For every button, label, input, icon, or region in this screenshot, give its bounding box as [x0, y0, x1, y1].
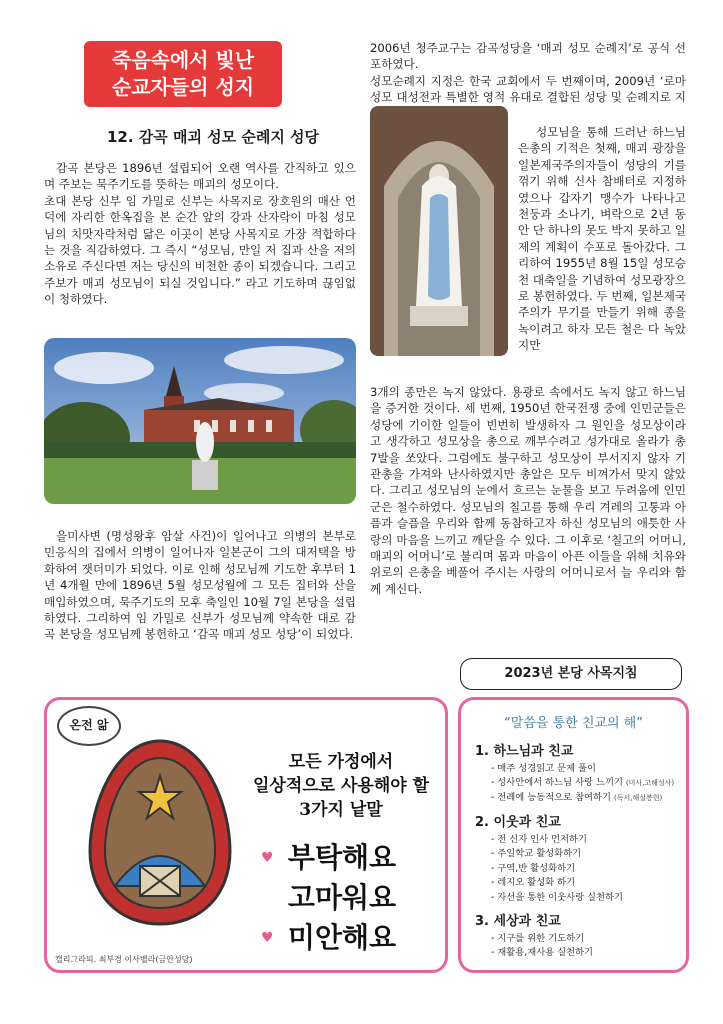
calligraphy-words: [257, 838, 427, 958]
calligraphy-word-1: 부탁해요: [287, 841, 397, 874]
holy-family-egg-illustration: [85, 736, 235, 926]
paragraph-second-site: 성모순례지 지정은 한국 교회에서 두 번째이며, 2009년 ‘로마 성모 대성전과 특별한 영적 유대로 결합된 성당 및 순례지로 지: [370, 73, 686, 105]
left-column-bottom: [44, 528, 356, 643]
mission-section-1: [475, 740, 680, 814]
church-photo: [44, 338, 356, 504]
list-item: - 지구를 위한 기도하기: [491, 933, 585, 944]
calligraphy-word-2: 고마워요: [287, 881, 397, 914]
mission-section-3: [475, 910, 680, 970]
section-heading: 1. 하느님과 친교: [475, 744, 574, 759]
mission-title: 2023년 본당 사목지침: [460, 658, 682, 690]
mary-statue-illustration: [370, 106, 508, 356]
banner-line-1: 죽음속에서 빛난: [111, 48, 255, 72]
left-column-top: [44, 160, 356, 308]
calligraphy-word-3: 미안해요: [287, 921, 397, 954]
calligraphy-heading: [243, 750, 439, 822]
banner-line-2: 순교자들의 성지: [111, 75, 255, 99]
list-item: - 재활용,재사용 실천하기: [491, 947, 594, 959]
list-item: - 자선을 통한 이웃사랑 실천하기: [491, 891, 623, 903]
paragraph-intro: 감곡 본당은 1896년 설립되어 오랜 역사를 간직하고 있으며 주보는 묵주기도를 뜻하는 매괴의 성모이다.: [44, 161, 356, 192]
calligraphy-card: [44, 697, 448, 973]
list-item: - 전 신자 인사 먼저하기: [491, 834, 588, 845]
mission-motto: “말씀을 통한 친교의 해”: [504, 716, 643, 731]
paragraph-designation: 2006년 청주교구는 감곡성당을 ‘매괴 성모 순례지’로 공식 선포하였다.: [370, 41, 686, 72]
calligraphy-stamp: 온전 앎: [57, 706, 121, 746]
church-illustration: [44, 338, 356, 504]
list-item: - 레지오 활성화 하기: [491, 877, 576, 889]
heart-icon: ♥: [261, 850, 274, 866]
mary-statue-photo: [370, 106, 508, 356]
list-item: - 구역,반 활성화하기: [491, 862, 576, 874]
list-item: - 매주 성경읽고 문제 풀이: [491, 763, 596, 774]
title-banner: [84, 41, 282, 107]
paragraph-founding: 초대 본당 신부 임 가밀로 신부는 사목지로 장호원의 매산 언덕에 자리한 한옥집을 본 순간 앞의 강과 산자락이 마침 성모님의 치맛자락처럼 닮은 이곳이 본당 사목지로 가장 적합하다는 것을 직감하였다. 그 즉시 “성모님, 만일 저 집과 산을 저의 소유로 주신다면 저는 당신의 비천한 종이 되겠습니다. 그리고 주보가 매괴 성모님이 되실 것입니다.” 라고 기도하며 끊임없이 청하였다.: [44, 193, 356, 307]
paragraph-miracles-rest: 3개의 종만은 녹지 않았다. 용광로 속에서도 녹지 않고 하느님을 증거한 것이다. 세 번째, 1950년 한국전쟁 중에 인민군들은 성당에 기이한 일들이 빈번히 발생하자 그 원인을 성모상이라고 생각하고 성모상을 총으로 깨부수려고 성가대로 올라가 총 7발을 쏘았다. 그럼에도 불구하고 성모상이 부서지지 않자 기관총을 가져와 난사하였지만 총알은 모두 비껴가서 맞지 않았다. 그리고 성모님의 눈에서 흐르는 눈물을 보고 두려움에 인민군은 철수하였다. 성모님의 칠고를 통해 우리 겨레의 고통과 아픔과 슬픔을 우리와 함께 동참하고자 하신 성모님의 애틋한 사랑의 마음을 느끼고 깨닫을 수 있다. 그 이후로 ‘칠고의 어머니, 매괴의 어머니’로 불리며 몸과 마음이 아픈 이들을 위해 치유와 위로의 은총을 베풀어 주시는 사랑의 어머니로서 늘 우리와 함께 계신다.: [370, 385, 686, 596]
article-title: 12. 감곡 매괴 성모 순례지 성당: [106, 128, 320, 146]
paragraph-history: 을미사변 (명성왕후 암살 사건)이 일어나고 의병의 본부로 민응식의 집에서 의병이 일어나자 일본군이 그의 대저택을 방화하여 잿더미가 되었다. 이로 인해 성모님께 기도한 후부터 1년 4개월 만에 1896년 5월 성모성월에 그 모든 집터와 산을 매입하였으며, 묵주기도의 모후 축일인 10월 7일 본당을 설립하였다. 그리하여 임 가밀로 신부가 성모님께 약속한 대로 감곡 본당을 성모님께 봉헌하고 ‘감곡 매괴 성모 성당’이 되었다.: [44, 529, 356, 642]
list-item: - 주일학교 활성화하기: [491, 848, 582, 860]
section-heading: 3. 세상과 친교: [475, 914, 561, 929]
list-item: - 성사안에서 하느님 사랑 느끼기 (미사,고해성사): [491, 777, 675, 789]
calligraphy-line-3: 3가지 낱말: [299, 800, 383, 820]
heart-icon: ♥: [261, 930, 274, 946]
section-heading: 2. 이웃과 친교: [475, 815, 561, 830]
right-column-wrap: [518, 124, 686, 354]
list-item: - 전례에 능동적으로 참여하기 (독서,해설봉헌): [491, 791, 663, 803]
paragraph-miracles-start: 성모님을 통해 드러난 하느님 은총의 기적은 첫째, 매괴 광장을 일본제국주의자들이 성당의 기를 꺾기 위해 신사 참배터로 지정하였으나 갑자기 맹수가 나타나고 천둥과 소나기, 벼락으로 2년 동안 단 하나의 못도 박지 못하고 일제의 계획이 수포로 돌아갔다. 그리하여 1955년 8월 15일 성모승천 대축일을 기념하여 성모광장으로 봉헌하였다. 두 번째, 일본제국주의가 무기를 만들기 위해 종을 녹이려고 하자 모든 철은 다 녹았지만: [518, 125, 686, 353]
calligraphy-line-1: 모든 가정에서: [288, 752, 394, 772]
mission-card: [458, 697, 689, 973]
mission-section-2: [475, 811, 680, 914]
calligraphy-credit: 캘리그라피. 최부경 이사벨라(금안성당): [55, 955, 193, 964]
calligraphy-line-2: 일상적으로 사용해야 할: [252, 776, 430, 796]
right-column-bottom: [370, 384, 686, 597]
